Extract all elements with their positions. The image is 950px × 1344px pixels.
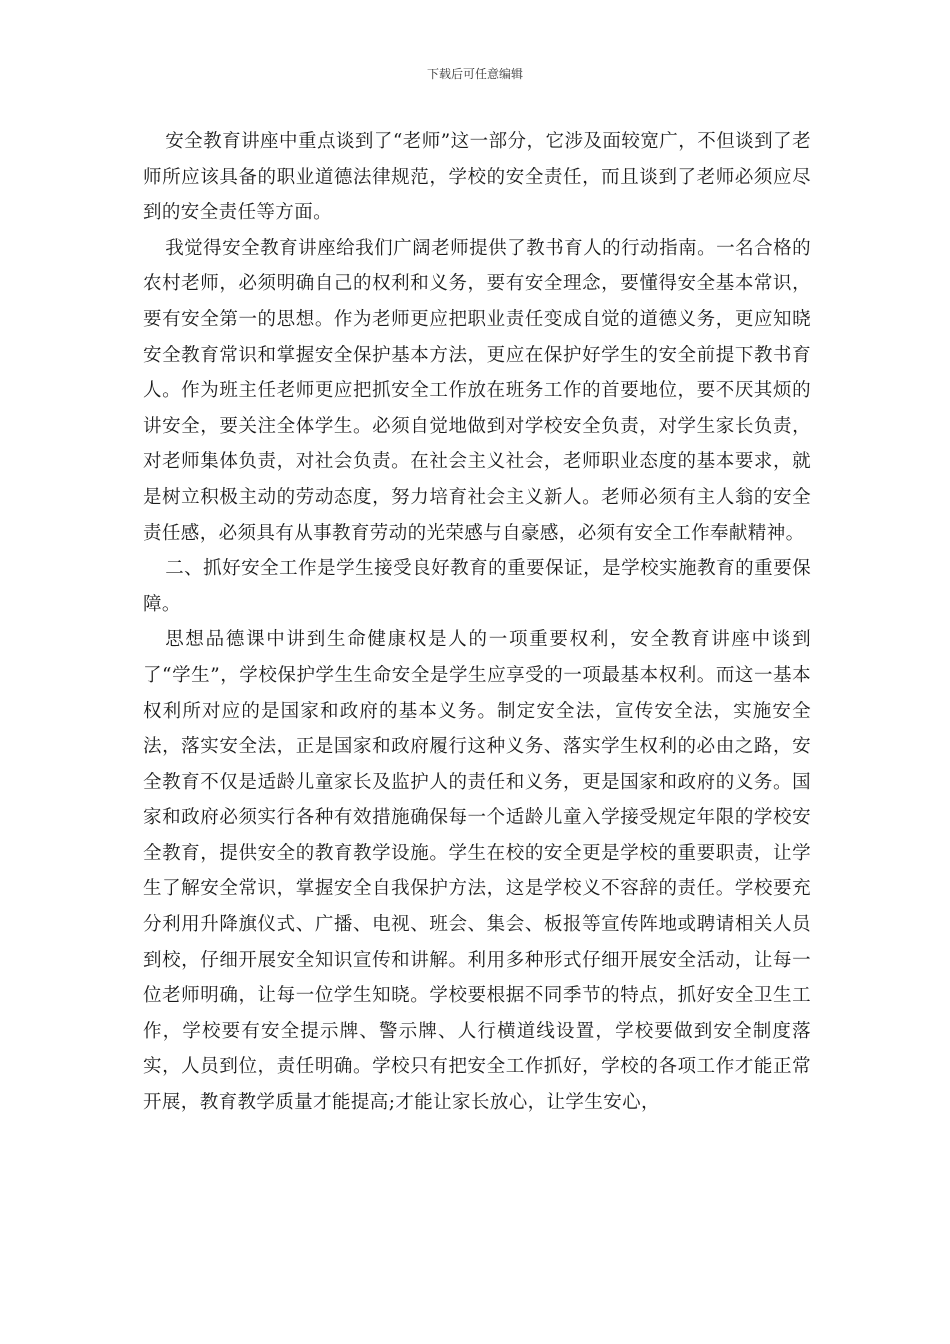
document-body <box>143 124 811 1121</box>
paragraph-teacher-responsibility: 安全教育讲座中重点谈到了“老师”这一部分，它涉及面较宽广，不但谈到了老师所应该具备的职业道德法律规范，学校的安全责任，而且谈到了老师必须应尽到的安全责任等方面。 <box>143 131 811 224</box>
section-heading-two: 二、抓好安全工作是学生接受良好教育的重要保证，是学校实施教育的重要保障。 <box>143 558 811 615</box>
paragraph-teacher-guidance: 我觉得安全教育讲座给我们广阔老师提供了教书育人的行动指南。一名合格的农村老师，必须明确自己的权利和义务，要有安全理念，要懂得安全基本常识，要有安全第一的思想。作为老师更应把职业责任变成自觉的道德义务，更应知晓安全教育常识和掌握安全保护基本方法，更应在保护好学生的安全前提下教书育人。作为班主任老师更应把抓安全工作放在班务工作的首要地位，要不厌其烦的讲安全，要关注全体学生。必须自觉地做到对学校安全负责，对学生家长负责，对老师集体负责，对社会负责。在社会主义社会，老师职业态度的基本要求，就是树立积极主动的劳动态度，努力培育社会主义新人。老师必须有主人翁的安全责任感，必须具有从事教育劳动的光荣感与自豪感，必须有安全工作奉献精神。 <box>143 237 811 544</box>
paragraph-student-rights: 思想品德课中讲到生命健康权是人的一项重要权利，安全教育讲座中谈到了“学生”，学校保护学生生命安全是学生应享受的一项最基本权利。而这一基本权利所对应的是国家和政府的基本义务。制定安全法，宣传安全法，实施安全法，落实安全法，正是国家和政府履行这种义务、落实学生权利的必由之路，安全教育不仅是适龄儿童家长及监护人的责任和义务，更是国家和政府的义务。国家和政府必须实行各种有效措施确保每一个适龄儿童入学接受规定年限的学校安全教育，提供安全的教育教学设施。学生在校的安全更是学校的重要职责，让学生了解安全常识，掌握安全自我保护方法，这是学校义不容辞的责任。学校要充分利用升降旗仪式、广播、电视、班会、集会、板报等宣传阵地或聘请相关人员到校，仔细开展安全知识宣传和讲解。利用多种形式仔细开展安全活动，让每一位老师明确，让每一位学生知晓。学校要根据不同季节的特点，抓好安全卫生工作，学校要有安全提示牌、警示牌、人行横道线设置，学校要做到安全制度落实，人员到位，责任明确。学校只有把安全工作抓好，学校的各项工作才能正常开展，教育教学质量才能提高;才能让家长放心，让学生安心， <box>143 629 811 1114</box>
page-header: 下载后可任意编辑 <box>426 67 523 81</box>
